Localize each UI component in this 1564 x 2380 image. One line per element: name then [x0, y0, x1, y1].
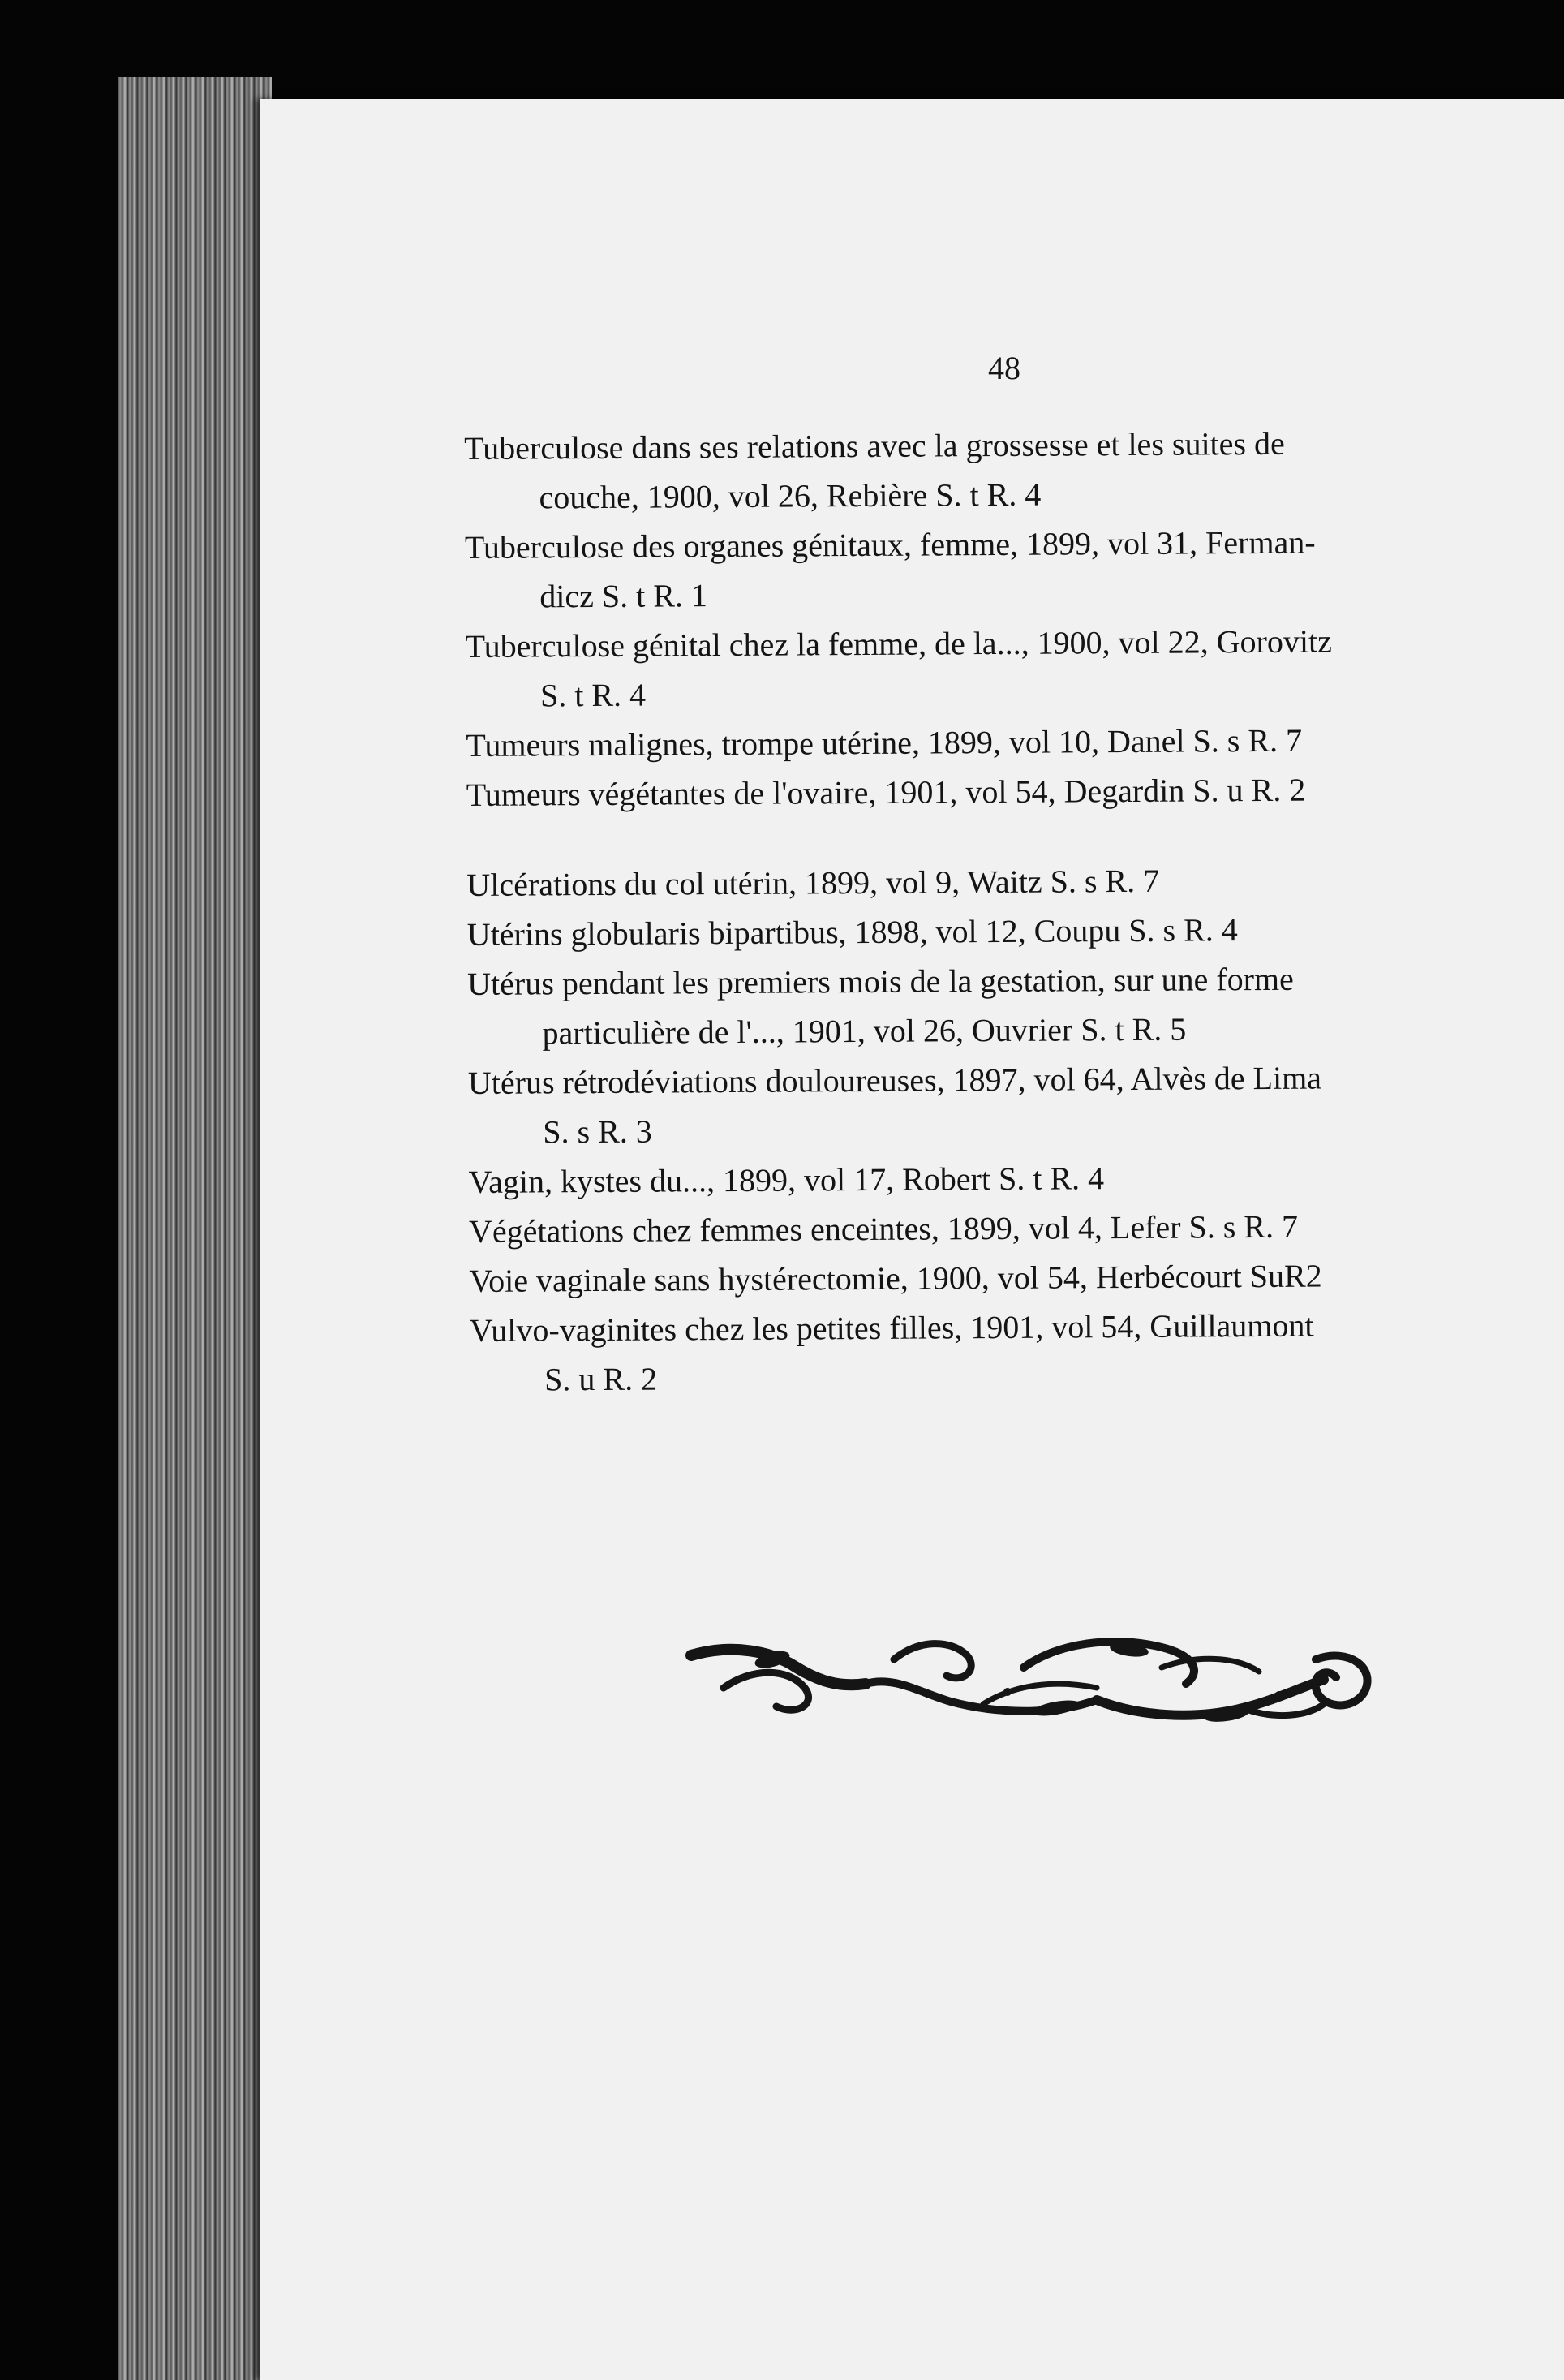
entry-continuation-line: dicz S. t R. 1: [539, 577, 708, 615]
index-entry: [470, 1299, 1564, 1405]
entry-heading-line: Vulvo-vaginites chez les petites filles, 1901, vol 54, Guillaumont: [469, 1306, 1314, 1349]
entry-continuation-line: S. s R. 3: [543, 1113, 652, 1151]
index-entry: [465, 516, 1564, 622]
entry-continuation-line: S. t R. 4: [539, 676, 647, 714]
entry-heading-line: Voie vaginale sans hystérectomie, 1900, vol 54, Herbécourt SuR2: [469, 1257, 1322, 1299]
entry-heading-line: Tumeurs végétantes de l'ovaire, 1901, vol 54, Degardin S. u R. 2: [466, 771, 1306, 813]
entry-heading-line: Végétations chez femmes enceintes, 1899, vol 4, Lefer S. s R. 7: [468, 1207, 1299, 1250]
entry-heading-line: Utérus pendant les premiers mois de la gestation, sur une forme: [467, 960, 1294, 1002]
index-entry: [464, 417, 1564, 523]
index-entry: [465, 615, 1564, 721]
entry-heading-line: Ulcérations du col utérin, 1899, vol 9, Waitz S. s R. 7: [466, 862, 1160, 903]
entry-heading-line: Tuberculose des organes génitaux, femme, 1899, vol 31, Ferman-: [464, 523, 1316, 566]
entry-continuation-line: couche, 1900, vol 26, Rebière S. t R. 4: [539, 476, 1042, 516]
entry-heading-line: Utérus rétrodéviations douloureuses, 1897, vol 64, Alvès de Lima: [467, 1059, 1322, 1101]
index-entry: [467, 903, 1564, 959]
decorative-vignette: [675, 1611, 1389, 1732]
entry-heading-line: Utérins globularis bipartibus, 1898, vol 12, Coupu S. s R. 4: [466, 911, 1238, 953]
index-entry: [466, 714, 1564, 770]
page-number: 48: [988, 350, 1020, 386]
index-entry: [466, 764, 1564, 820]
book-page-edges: [118, 77, 272, 2380]
entry-heading-line: Tumeurs malignes, trompe utérine, 1899, vol 10, Danel S. s R. 7: [466, 721, 1303, 764]
entry-heading-line: Tuberculose génital chez la femme, de la..., 1900, vol 22, Gorovitz: [465, 622, 1333, 665]
index-entry: [467, 953, 1564, 1058]
index-entry: [469, 1200, 1564, 1256]
section-gap: [466, 813, 1564, 860]
index-entry: [468, 1052, 1564, 1157]
entry-continuation-line: particulière de l'..., 1901, vol 26, Ouvrier S. t R. 5: [542, 1010, 1187, 1052]
entry-heading-line: Tuberculose dans ses relations avec la grossesse et les suites de: [464, 424, 1285, 467]
entry-continuation-line: S. u R. 2: [544, 1360, 658, 1398]
entry-heading-line: Vagin, kystes du..., 1899, vol 17, Robert S. t R. 4: [468, 1160, 1105, 1200]
index-entries: [464, 417, 1564, 1405]
index-entry: [466, 854, 1564, 910]
index-entry: [469, 1250, 1564, 1306]
index-entry: [469, 1151, 1564, 1207]
